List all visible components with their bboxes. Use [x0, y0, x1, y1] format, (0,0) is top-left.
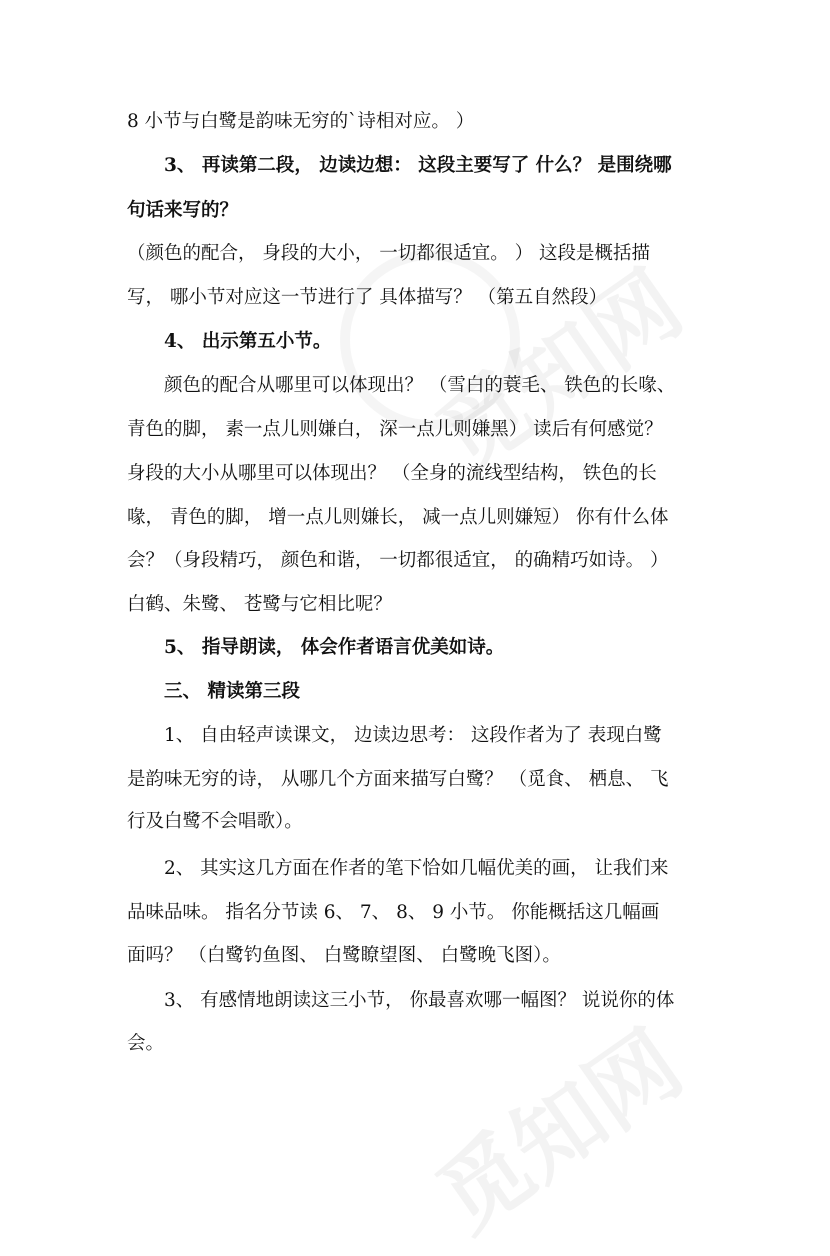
text-line: 会？（身段精巧， 颜色和谐， 一切都很适宜， 的确精巧如诗。 ） [127, 550, 669, 571]
text-line: 8 小节与白鹭是韵味无穷的`诗相对应。 ） [127, 111, 475, 132]
text-line: 品味品味。 指名分节读 6、 7、 8、 9 小节。 你能概括这几幅画 [127, 902, 660, 923]
text-line: 颜色的配合从哪里可以体现出？ （雪白的蓑毛、 铁色的长喙、 [164, 375, 676, 396]
text-line: 2、 其实这几方面在作者的笔下恰如几幅优美的画， 让我们来 [164, 858, 669, 879]
text-line: 青色的脚， 素一点儿则嫌白， 深一点儿则嫌黑） 读后有何感觉？ [127, 419, 663, 440]
watermark-text [407, 234, 703, 495]
text-line: 3、 有感情地朗读这三小节， 你最喜欢哪一幅图？ 说说你的体 [164, 990, 675, 1011]
text-line: 1、 自由轻声读课文， 边读边思考： 这段作者为了 表现白鹭 [164, 725, 662, 746]
section-heading: 三、 精读第三段 [164, 681, 300, 702]
section-heading: 4、 出示第五小节。 [164, 331, 332, 352]
text-line: 面吗？ （白鹭钓鱼图、 白鹭瞭望图、 白鹭晚飞图）。 [127, 945, 561, 966]
text-line: 会。 [127, 1033, 165, 1054]
text-line: 写， 哪小节对应这一节进行了 具体描写？ （第五自然段） [127, 287, 608, 308]
text-line: 身段的大小从哪里可以体现出？ （全身的流线型结构， 铁色的长 [127, 463, 657, 484]
text-line: 喙， 青色的脚， 增一点儿则嫌长， 减一点儿则嫌短） 你有什么体 [127, 507, 669, 528]
text-line: 是韵味无穷的诗， 从哪几个方面来描写白鹭？ （觅食、 栖息、 飞 [127, 769, 669, 790]
section-heading: 3、 再读第二段， 边读边想： 这段主要写了 什么？ 是围绕哪 [164, 155, 672, 176]
text-line: 白鹤、朱鹭、 苍鹭与它相比呢？ [127, 594, 392, 615]
section-heading: 5、 指导朗读， 体会作者语言优美如诗。 [164, 637, 505, 658]
text-line: 行及白鹭不会唱歌）。 [127, 811, 303, 832]
text-line: （颜色的配合， 身段的大小， 一切都很适宜。 ） 这段是概括描 [127, 243, 651, 264]
section-heading-continued: 句话来写的？ [127, 200, 239, 221]
